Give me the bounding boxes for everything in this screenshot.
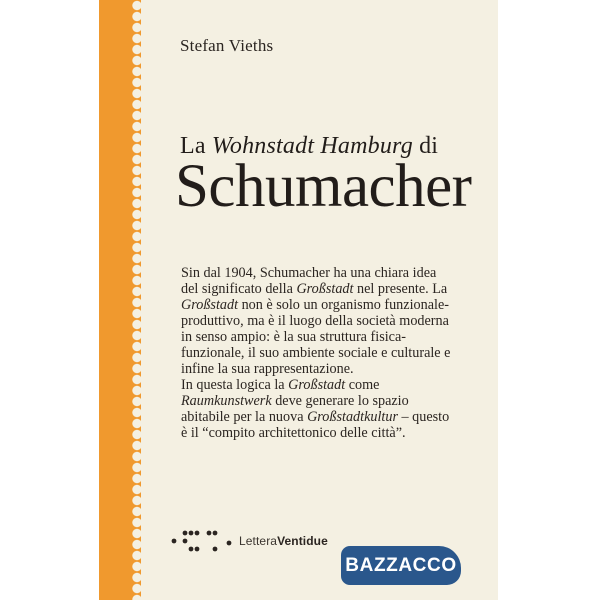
publisher-name-regular: Lettera	[239, 534, 278, 548]
braille-dots-icon	[170, 530, 234, 554]
body-text-line: In questa logica la Großstadt come	[181, 377, 380, 393]
cover-body-text	[181, 265, 481, 441]
body-text-line: del significato della Großstadt nel presente. La	[181, 281, 448, 297]
author-name: Stefan Vieths	[180, 36, 274, 55]
publisher-name-bold: Ventidue	[277, 534, 328, 548]
bazzacco-badge-label: BAZZACCO	[345, 554, 457, 576]
body-text-line: funzionale, il suo ambiente sociale e culturale e	[181, 345, 451, 361]
body-text-line: è il “compito architettonico delle città”.	[181, 425, 406, 441]
body-text-line: in senso ampio: è la sua struttura fisica-	[181, 329, 406, 345]
body-text-line: produttivo, ma è il luogo della società moderna	[181, 313, 449, 329]
title-subtitle-line: La Wohnstadt Hamburg di	[180, 133, 439, 159]
body-text-line: infine la sua rappresentazione.	[181, 361, 354, 377]
bazzacco-badge	[341, 546, 461, 585]
publisher-name	[239, 534, 328, 548]
body-text-line: Großstadt non è solo un organismo funzionale-	[181, 297, 449, 313]
book-cover	[99, 0, 498, 600]
perforated-orange-strip	[99, 0, 141, 600]
body-text-line: abitabile per la nuova Großstadtkultur – questo	[181, 409, 450, 425]
title-main: Schumacher	[175, 153, 472, 220]
body-text-line: Raumkunstwerk deve generare lo spazio	[181, 393, 409, 409]
body-text-line: Sin dal 1904, Schumacher ha una chiara idea	[181, 265, 437, 281]
